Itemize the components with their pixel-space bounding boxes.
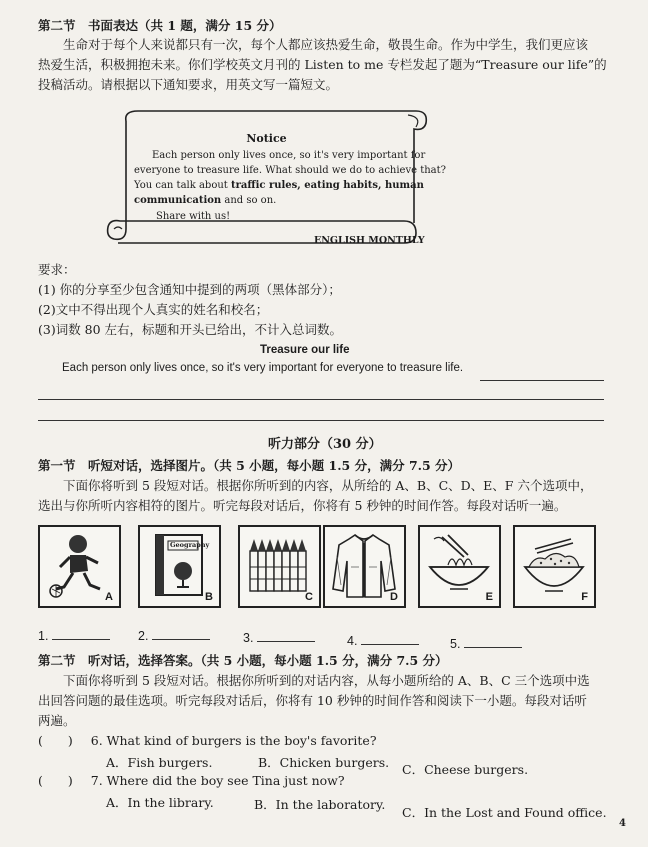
answer-blank-3[interactable] <box>243 630 315 646</box>
answer-paren-6[interactable]: ( ) <box>38 733 73 748</box>
picture-option-d <box>323 525 406 608</box>
notice-line-3-text: You can talk about <box>134 180 231 191</box>
answer-blank-1[interactable] <box>38 628 110 644</box>
answer-blank-2[interactable] <box>138 628 210 644</box>
writing-intro-line-2: 热爱生活，积极拥抱未来。你们学校英文月刊的 Listen to me 专栏发起了题为“Treasure our life”的 <box>38 57 607 72</box>
blank-number-3: 3. <box>243 631 254 645</box>
picture-letter-d: D <box>390 591 398 603</box>
picture-letter-b: B <box>205 591 213 603</box>
requirement-3: (3)词数 80 左右，标题和开头已给出，不计入总词数。 <box>38 322 343 337</box>
listening-part-title: 听力部分（30 分） <box>268 437 382 452</box>
answer-line-3[interactable] <box>38 420 604 421</box>
picture-option-f <box>513 525 596 608</box>
picture-letter-f: F <box>581 591 588 603</box>
notice-signature: ENGLISH MONTHLY <box>314 235 425 246</box>
picture-option-b <box>138 525 221 608</box>
answer-line-2[interactable] <box>38 399 604 400</box>
requirement-2: (2)文中不得出现个人真实的姓名和校名； <box>38 302 269 317</box>
question-7-stem: 7. Where did the boy see Tina just now? <box>90 773 345 788</box>
question-7 <box>38 773 345 789</box>
page-number: 4 <box>619 818 626 829</box>
notice-line-2: everyone to treasure life. What should we do to achieve that? <box>134 165 447 176</box>
blank-number-4: 4. <box>347 634 358 648</box>
question-7-option-a[interactable]: A．In the library. <box>106 795 214 810</box>
picture-letter-c: C <box>305 591 313 603</box>
answer-blank-5[interactable] <box>450 636 522 652</box>
picture-letter-e: E <box>485 591 493 603</box>
answer-paren-7[interactable]: ( ) <box>38 773 73 788</box>
notice-title: Notice <box>246 132 287 145</box>
picture-option-a <box>38 525 121 608</box>
answer-blank-4[interactable] <box>347 633 419 649</box>
question-6 <box>38 733 377 749</box>
blank-number-5: 5. <box>450 637 461 651</box>
notice-line-4-text: and so on. <box>221 195 277 206</box>
question-6-option-c[interactable]: C．Cheese burgers. <box>402 762 529 777</box>
notice-line-3 <box>134 180 424 192</box>
listening-section-2-title: 第二节 听对话，选择答案。（共 5 小题，每小题 1.5 分，满分 7.5 分） <box>38 653 448 668</box>
listening-section-2-instruction-2: 出回答问题的最佳选项。听完每段对话后，你将有 10 秒钟的时间作答和阅读下一小题。每段对话听 <box>38 693 587 708</box>
listening-section-2-instruction-1: 下面你将听到 5 段短对话。根据你所听到的对话内容，从每小题所给的 A、B、C 三个选项中选 <box>63 673 590 688</box>
essay-title: Treasure our life <box>260 344 350 356</box>
notice-scroll <box>104 103 447 251</box>
notice-line-3-bold: traffic rules, eating habits, human <box>231 180 424 191</box>
question-7-option-b[interactable]: B．In the laboratory. <box>254 797 386 812</box>
writing-section-title: 第二节 书面表达（共 1 题，满分 15 分） <box>38 18 282 33</box>
writing-intro-line-1: 生命对于每个人来说都只有一次，每个人都应该热爱生命，敬畏生命。作为中学生，我们更应该 <box>63 37 589 52</box>
picture-option-c <box>238 525 321 608</box>
listening-section-2-instruction-3: 两遍。 <box>38 713 76 728</box>
blank-number-2: 2. <box>138 629 149 643</box>
book-cover-label: Geography <box>170 541 210 549</box>
listening-section-1-instruction-1: 下面你将听到 5 段短对话。根据你所听到的内容，从所给的 A、B、C、D、E、F 六个选项中， <box>63 478 593 493</box>
writing-intro-line-3: 投稿活动。请根据以下通知要求，用英文写一篇短文。 <box>38 77 339 92</box>
picture-option-e <box>418 525 501 608</box>
essay-first-line: Each person only lives once, so it's very important for everyone to treasure life. <box>62 362 464 374</box>
notice-line-1: Each person only lives once, so it's very important for <box>152 150 426 161</box>
listening-section-1-title: 第一节 听短对话，选择图片。（共 5 小题，每小题 1.5 分，满分 7.5 分） <box>38 458 461 473</box>
picture-letter-a: A <box>105 591 113 603</box>
question-7-option-c[interactable]: C．In the Lost and Found office. <box>402 805 607 820</box>
notice-line-4 <box>134 195 276 207</box>
requirements-title: 要求： <box>38 262 76 277</box>
scroll-frame-icon <box>104 103 429 251</box>
question-6-stem: 6. What kind of burgers is the boy's favorite? <box>90 733 377 748</box>
listening-section-1-instruction-2: 选出与你所听内容相符的图片。听完每段对话后，你将有 5 秒钟的时间作答。每段对话听一遍。 <box>38 498 567 513</box>
requirement-1: (1) 你的分享至少包含通知中提到的两项（黑体部分）； <box>38 282 341 297</box>
notice-line-5: Share with us! <box>156 211 231 222</box>
question-6-option-a[interactable]: A．Fish burgers. <box>106 755 213 770</box>
answer-line-1-tail <box>480 380 604 381</box>
notice-line-4-bold: communication <box>134 195 222 206</box>
blank-number-1: 1. <box>38 629 49 643</box>
question-6-option-b[interactable]: B．Chicken burgers. <box>258 755 390 770</box>
